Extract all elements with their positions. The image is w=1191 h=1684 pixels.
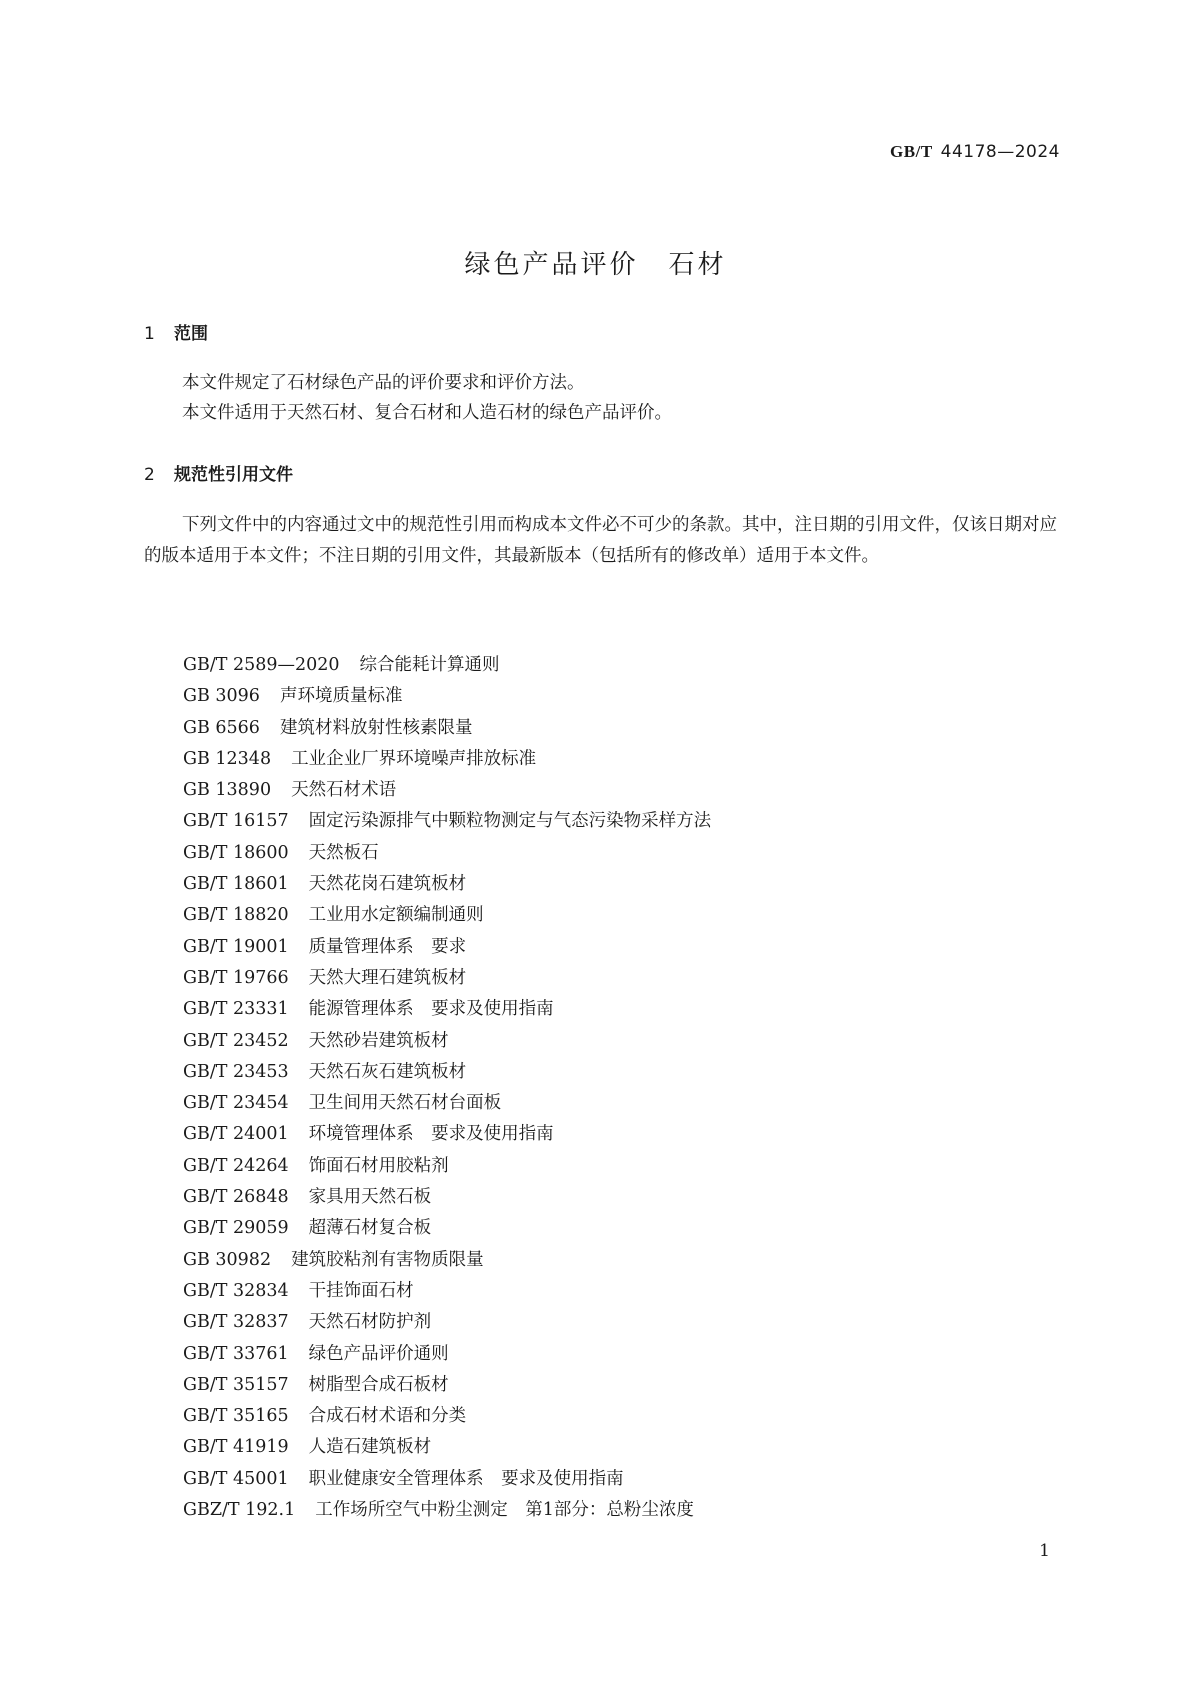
reference-item <box>183 1276 711 1307</box>
reference-code: GB 30982 <box>183 1249 272 1270</box>
reference-title: 质量管理体系 要求 <box>308 936 467 957</box>
reference-code: GB/T 18601 <box>183 874 289 895</box>
section-title: 范围 <box>174 324 208 344</box>
reference-code: GB/T 18600 <box>183 842 289 863</box>
reference-item <box>183 1370 711 1401</box>
reference-title: 饰面石材用胶粘剂 <box>308 1155 449 1176</box>
reference-code: GB/T 33761 <box>183 1343 289 1364</box>
references-intro-paragraph: 下列文件中的内容通过文中的规范性引用而构成本文件必不可少的条款。其中，注日期的引用文件，仅该日期对应的版本适用于本文件；不注日期的引用文件，其最新版本（包括所有的修改单）适用于本文件。 <box>144 515 1057 566</box>
reference-code: GB/T 16157 <box>183 811 289 832</box>
reference-title: 综合能耗计算通则 <box>359 655 500 675</box>
reference-code: GB/T 23453 <box>183 1061 289 1082</box>
reference-code: GB/T 18820 <box>183 905 289 926</box>
reference-title: 人造石建筑板材 <box>308 1437 432 1458</box>
reference-title: 天然石材术语 <box>291 780 397 801</box>
title-part-1: 绿色产品评价 <box>464 250 639 280</box>
reference-item <box>183 1213 711 1244</box>
reference-title: 天然砂岩建筑板材 <box>308 1030 449 1051</box>
reference-title: 卫生间用天然石材台面板 <box>308 1093 502 1114</box>
reference-item <box>183 806 711 837</box>
normative-references-list <box>183 650 711 1526</box>
reference-item <box>183 1119 711 1150</box>
reference-item <box>183 1432 711 1463</box>
reference-title: 超薄石材复合板 <box>308 1218 432 1239</box>
reference-item <box>183 963 711 994</box>
reference-item <box>183 1339 711 1370</box>
reference-item <box>183 900 711 931</box>
section-number: 2 <box>144 465 155 485</box>
reference-code: GB 3096 <box>183 686 260 707</box>
reference-item <box>183 744 711 775</box>
reference-code: GB/T 23454 <box>183 1093 289 1114</box>
reference-code: GBZ/T 192.1 <box>183 1500 296 1521</box>
reference-item <box>183 838 711 869</box>
reference-item <box>183 1088 711 1119</box>
reference-title: 天然花岗石建筑板材 <box>308 874 467 895</box>
reference-code: GB/T 19766 <box>183 967 289 988</box>
reference-title: 天然大理石建筑板材 <box>308 967 467 988</box>
reference-code: GB/T 35165 <box>183 1406 289 1427</box>
reference-code: GB/T 2589—2020 <box>183 655 340 675</box>
reference-title: 声环境质量标准 <box>279 686 403 707</box>
scope-paragraph-1: 本文件规定了石材绿色产品的评价要求和评价方法。 <box>182 373 585 393</box>
reference-title: 建筑胶粘剂有害物质限量 <box>291 1249 484 1270</box>
reference-item <box>183 1057 711 1088</box>
reference-code: GB/T 24264 <box>183 1155 289 1176</box>
section-2-heading <box>144 460 293 485</box>
reference-title: 干挂饰面石材 <box>308 1280 414 1301</box>
section-1-heading <box>144 319 208 344</box>
reference-code: GB/T 32834 <box>183 1280 289 1301</box>
reference-title: 工业用水定额编制通则 <box>308 905 484 926</box>
reference-title: 家具用天然石板 <box>308 1187 432 1208</box>
reference-item <box>183 713 711 744</box>
reference-title: 能源管理体系 要求及使用指南 <box>308 999 554 1020</box>
reference-item <box>183 1401 711 1432</box>
reference-item <box>183 1495 711 1526</box>
reference-item <box>183 994 711 1025</box>
reference-code: GB/T 35157 <box>183 1374 289 1395</box>
title-part-2: 石材 <box>668 250 727 280</box>
reference-title: 合成石材术语和分类 <box>308 1406 467 1427</box>
reference-title: 天然板石 <box>308 842 379 863</box>
reference-item <box>183 650 711 681</box>
reference-code: GB/T 29059 <box>183 1218 289 1239</box>
reference-title: 环境管理体系 要求及使用指南 <box>308 1124 554 1145</box>
document-title <box>0 244 1191 281</box>
standard-prefix: GB/T <box>890 142 933 161</box>
reference-item <box>183 1151 711 1182</box>
reference-code: GB 6566 <box>183 717 260 738</box>
reference-title: 树脂型合成石板材 <box>308 1374 449 1395</box>
reference-code: GB/T 32837 <box>183 1312 289 1333</box>
section-number: 1 <box>144 324 155 344</box>
reference-code: GB/T 23452 <box>183 1030 289 1051</box>
reference-code: GB 13890 <box>183 780 272 801</box>
reference-item <box>183 775 711 806</box>
reference-code: GB/T 45001 <box>183 1468 289 1489</box>
reference-title: 天然石材防护剂 <box>308 1312 432 1333</box>
standard-number <box>890 142 1060 162</box>
reference-item <box>183 681 711 712</box>
reference-title: 工作场所空气中粉尘测定 第1部分：总粉尘浓度 <box>315 1500 694 1521</box>
reference-item <box>183 1026 711 1057</box>
reference-item <box>183 932 711 963</box>
section-title: 规范性引用文件 <box>174 465 293 485</box>
reference-item <box>183 1245 711 1276</box>
reference-code: GB/T 41919 <box>183 1437 289 1458</box>
page-number: 1 <box>1039 1541 1050 1561</box>
reference-title: 绿色产品评价通则 <box>308 1343 449 1364</box>
reference-code: GB/T 26848 <box>183 1187 289 1208</box>
reference-title: 建筑材料放射性核素限量 <box>279 717 473 738</box>
reference-code: GB/T 24001 <box>183 1124 289 1145</box>
reference-title: 固定污染源排气中颗粒物测定与气态污染物采样方法 <box>308 811 712 832</box>
reference-code: GB/T 19001 <box>183 936 289 957</box>
scope-paragraph-2: 本文件适用于天然石材、复合石材和人造石材的绿色产品评价。 <box>182 403 672 423</box>
reference-item <box>183 869 711 900</box>
reference-code: GB 12348 <box>183 748 272 769</box>
reference-item <box>183 1307 711 1338</box>
reference-title: 工业企业厂界环境噪声排放标准 <box>291 748 537 769</box>
standard-code: 44178—2024 <box>940 142 1060 162</box>
reference-code: GB/T 23331 <box>183 999 289 1020</box>
reference-item <box>183 1182 711 1213</box>
reference-title: 职业健康安全管理体系 要求及使用指南 <box>308 1468 624 1489</box>
reference-title: 天然石灰石建筑板材 <box>308 1061 467 1082</box>
reference-item <box>183 1464 711 1495</box>
